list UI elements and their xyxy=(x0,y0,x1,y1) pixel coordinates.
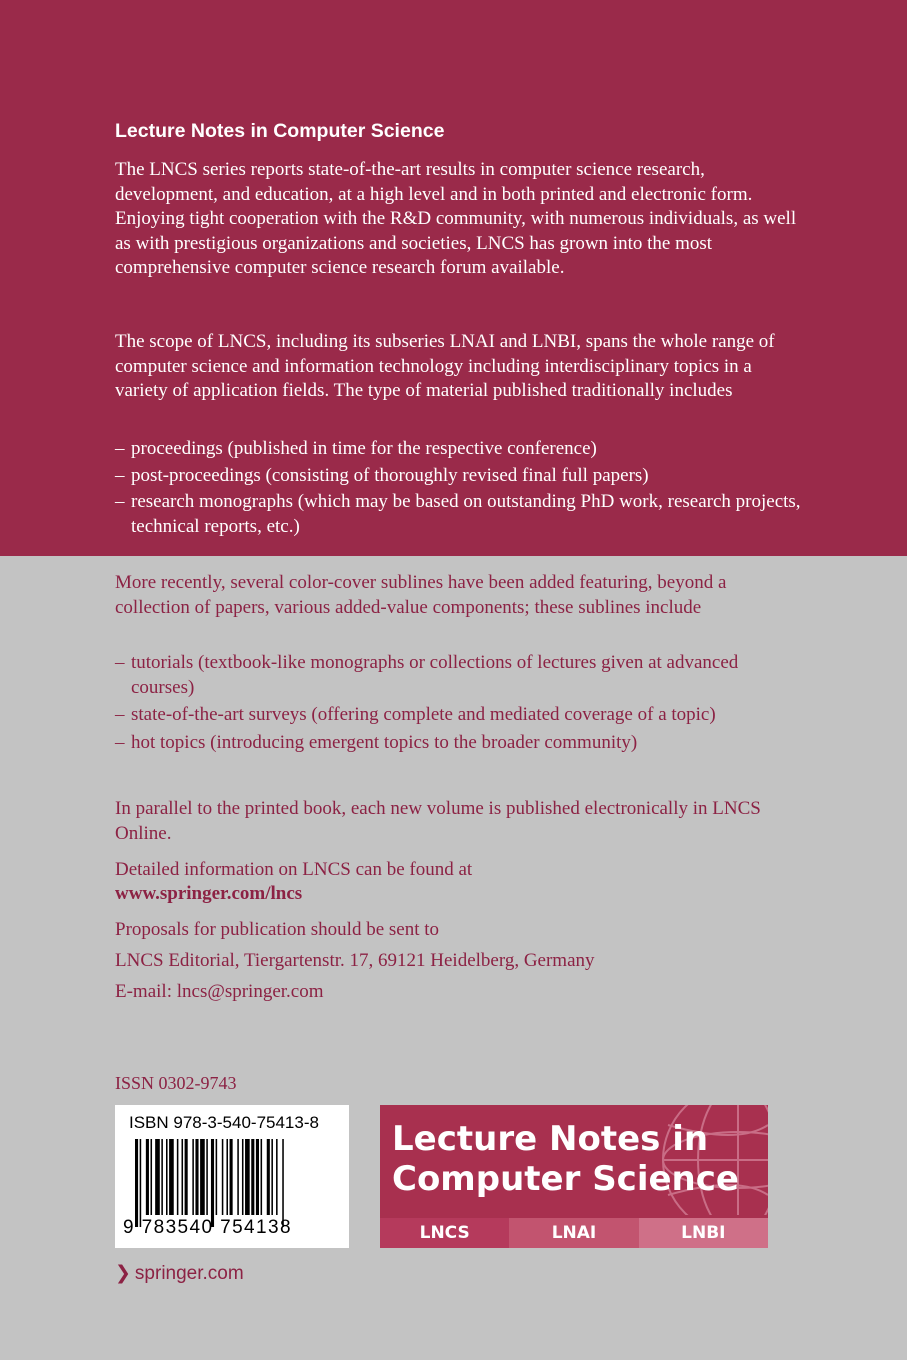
chevron-right-icon: ❯ xyxy=(115,1263,131,1284)
barcode-bar xyxy=(182,1139,184,1215)
list-item: – research monographs (which may be based on outstanding PhD work, research projects, technical reports, etc.) xyxy=(115,490,805,539)
list-item: – post-proceedings (consisting of thoroughly revised final full papers) xyxy=(115,464,805,489)
barcode-bar xyxy=(195,1139,198,1215)
email-line: E-mail: lncs@springer.com xyxy=(115,981,324,1002)
isbn-label: ISBN 978-3-540-75413-8 xyxy=(129,1113,319,1132)
barcode-bar xyxy=(192,1139,194,1215)
issn: ISSN 0302-9743 xyxy=(115,1073,237,1093)
barcode-bar xyxy=(211,1139,214,1227)
barcode-bar xyxy=(169,1139,174,1215)
lncs-logo xyxy=(380,1105,768,1248)
scope-paragraph: The scope of LNCS, including its subseries LNAI and LNBI, spans the whole range of computer science and information technology including interdisciplinary topics in a variety of application fields. The type of material published traditionally includes xyxy=(115,331,775,402)
subseries-lnbi: LNBI xyxy=(639,1218,768,1248)
online-paragraph: In parallel to the printed book, each new volume is published electronically in LNCS Online. xyxy=(115,798,761,844)
barcode-bar xyxy=(140,1139,142,1227)
subseries-band xyxy=(380,1218,768,1248)
subseries-lncs: LNCS xyxy=(380,1218,509,1248)
barcode-digits: 9 783540 754138 xyxy=(123,1217,292,1238)
barcode-bar xyxy=(177,1139,179,1215)
publisher-link[interactable] xyxy=(115,1262,244,1285)
barcode-image xyxy=(135,1139,335,1227)
barcode-bar xyxy=(206,1139,208,1215)
barcode-panel xyxy=(115,1105,349,1248)
barcode-bar xyxy=(185,1139,188,1215)
barcode-bar xyxy=(135,1139,138,1227)
list-item: – state-of-the-art surveys (offering complete and mediated coverage of a topic) xyxy=(115,703,785,728)
traditional-list xyxy=(115,437,805,539)
barcode-bar xyxy=(276,1139,278,1215)
barcode-bar xyxy=(146,1139,149,1215)
barcode-bar xyxy=(155,1139,160,1215)
barcode-bar xyxy=(222,1139,224,1215)
barcode-bar xyxy=(271,1139,273,1215)
logo-title-line-1: Lecture Notes in xyxy=(392,1119,709,1159)
barcode-bar xyxy=(166,1139,168,1215)
barcode-bar xyxy=(261,1139,263,1215)
subseries-lnai: LNAI xyxy=(509,1218,638,1248)
address-line: LNCS Editorial, Tiergartenstr. 17, 69121 Heidelberg, Germany xyxy=(115,950,595,971)
logo-title xyxy=(392,1119,739,1199)
subline-list xyxy=(115,651,785,755)
barcode-bar xyxy=(216,1139,218,1215)
proposals-line: Proposals for publication should be sent to xyxy=(115,919,440,940)
logo-title-line-2: Computer Science xyxy=(392,1159,739,1199)
barcode-bar xyxy=(282,1139,284,1227)
list-item: – hot topics (introducing emergent topics to the broader community) xyxy=(115,731,785,756)
barcode-bar xyxy=(161,1139,163,1215)
barcode-bar xyxy=(245,1139,250,1215)
barcode-bar xyxy=(237,1139,239,1215)
barcode-bar xyxy=(200,1139,205,1215)
barcode-bar xyxy=(256,1139,259,1215)
info-line: Detailed information on LNCS can be found at xyxy=(115,859,473,880)
barcode-bar xyxy=(230,1139,233,1215)
list-item: – proceedings (published in time for the respective conference) xyxy=(115,437,805,462)
barcode-bar xyxy=(226,1139,228,1215)
list-item: – tutorials (textbook-like monographs or collections of lectures given at advanced courses) xyxy=(115,651,785,700)
sublines-paragraph: More recently, several color-cover sublines have been added featuring, beyond a collection of papers, various added-value components; these sublines include xyxy=(115,572,727,618)
series-heading: Lecture Notes in Computer Science xyxy=(115,120,445,142)
website-link[interactable]: www.springer.com/lncs xyxy=(115,883,303,904)
barcode-bar xyxy=(267,1139,270,1215)
barcode-bar xyxy=(242,1139,244,1215)
intro-paragraph: The LNCS series reports state-of-the-art results in computer science research, development, and education, at a high level and in both printed and electronic form. Enjoying tight cooperation with the R&D community, with numerous individuals, as well as with prestigious organizations and societies, LNCS has grown into the most comprehensive computer science research forum available. xyxy=(115,159,797,279)
publisher-site: springer.com xyxy=(134,1263,244,1284)
upper-band xyxy=(0,0,907,556)
barcode-bar xyxy=(151,1139,153,1215)
barcode-bar xyxy=(251,1139,254,1215)
